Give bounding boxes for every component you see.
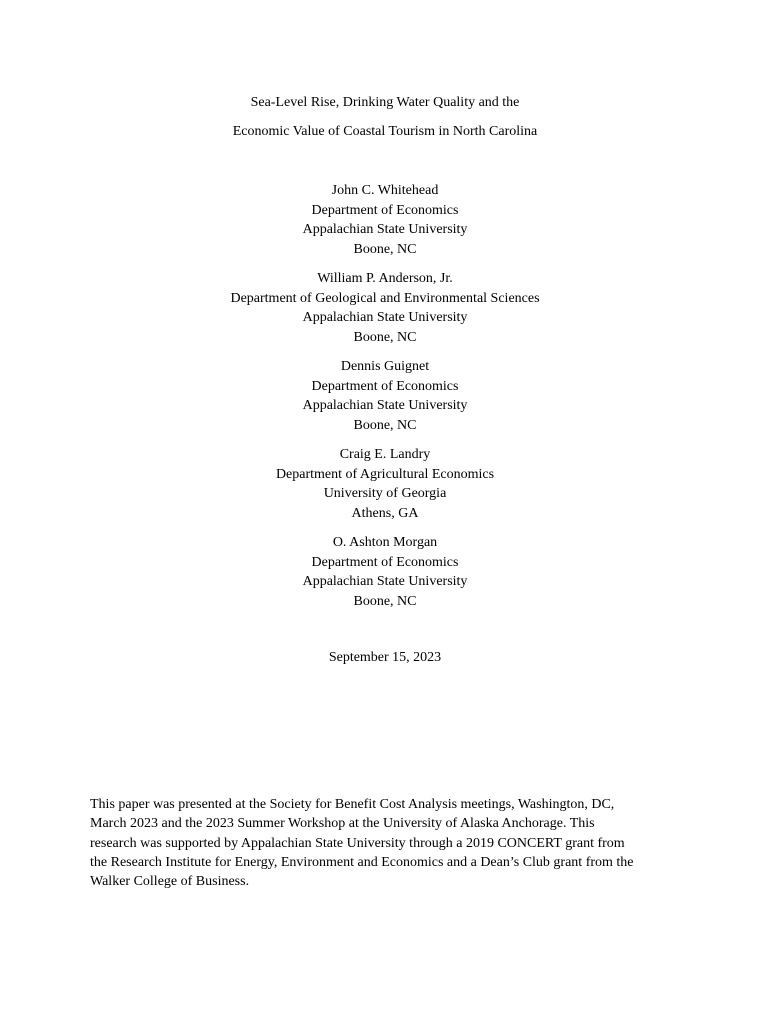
author-institution: University of Georgia	[323, 486, 447, 501]
author-department: Department of Economics	[311, 554, 459, 570]
author-location: Boone, NC	[353, 329, 417, 345]
acknowledgement-note	[90, 795, 690, 891]
author-department: Department of Economics	[311, 378, 459, 394]
note-line: the Research Institute for Energy, Environment and Economics and a Dean’s Club grant from the	[90, 854, 634, 870]
paper-title-line-1: Sea-Level Rise, Drinking Water Quality and the	[250, 95, 520, 110]
author-name: Dennis Guignet	[340, 359, 430, 374]
author-department: Department of Geological and Environmental Sciences	[230, 290, 540, 306]
author-block	[0, 269, 770, 347]
author-name: William P. Anderson, Jr.	[317, 271, 453, 286]
author-department: Department of Economics	[311, 202, 459, 218]
author-institution: Appalachian State University	[302, 222, 468, 237]
author-location: Boone, NC	[353, 241, 417, 257]
author-block	[0, 357, 770, 435]
note-line: March 2023 and the 2023 Summer Workshop at the University of Alaska Anchorage. This	[90, 816, 595, 832]
author-block	[0, 445, 770, 523]
note-line: research was supported by Appalachian State University through a 2019 CONCERT grant from	[90, 835, 625, 851]
author-location: Athens, GA	[351, 505, 419, 521]
author-list	[0, 181, 770, 621]
author-institution: Appalachian State University	[302, 398, 468, 413]
author-location: Boone, NC	[353, 593, 417, 609]
author-institution: Appalachian State University	[302, 310, 468, 325]
author-block	[0, 181, 770, 259]
note-line: This paper was presented at the Society for Benefit Cost Analysis meetings, Washington, DC,	[90, 797, 615, 812]
paper-title-line-2: Economic Value of Coastal Tourism in North Carolina	[232, 124, 538, 139]
author-location: Boone, NC	[353, 417, 417, 433]
author-institution: Appalachian State University	[302, 574, 468, 589]
note-line: Walker College of Business.	[90, 874, 250, 890]
author-name: Craig E. Landry	[339, 447, 431, 462]
paper-date: September 15, 2023	[328, 650, 442, 665]
author-name: O. Ashton Morgan	[332, 535, 438, 550]
author-block	[0, 533, 770, 611]
author-department: Department of Agricultural Economics	[275, 466, 495, 482]
author-name: John C. Whitehead	[331, 183, 439, 198]
